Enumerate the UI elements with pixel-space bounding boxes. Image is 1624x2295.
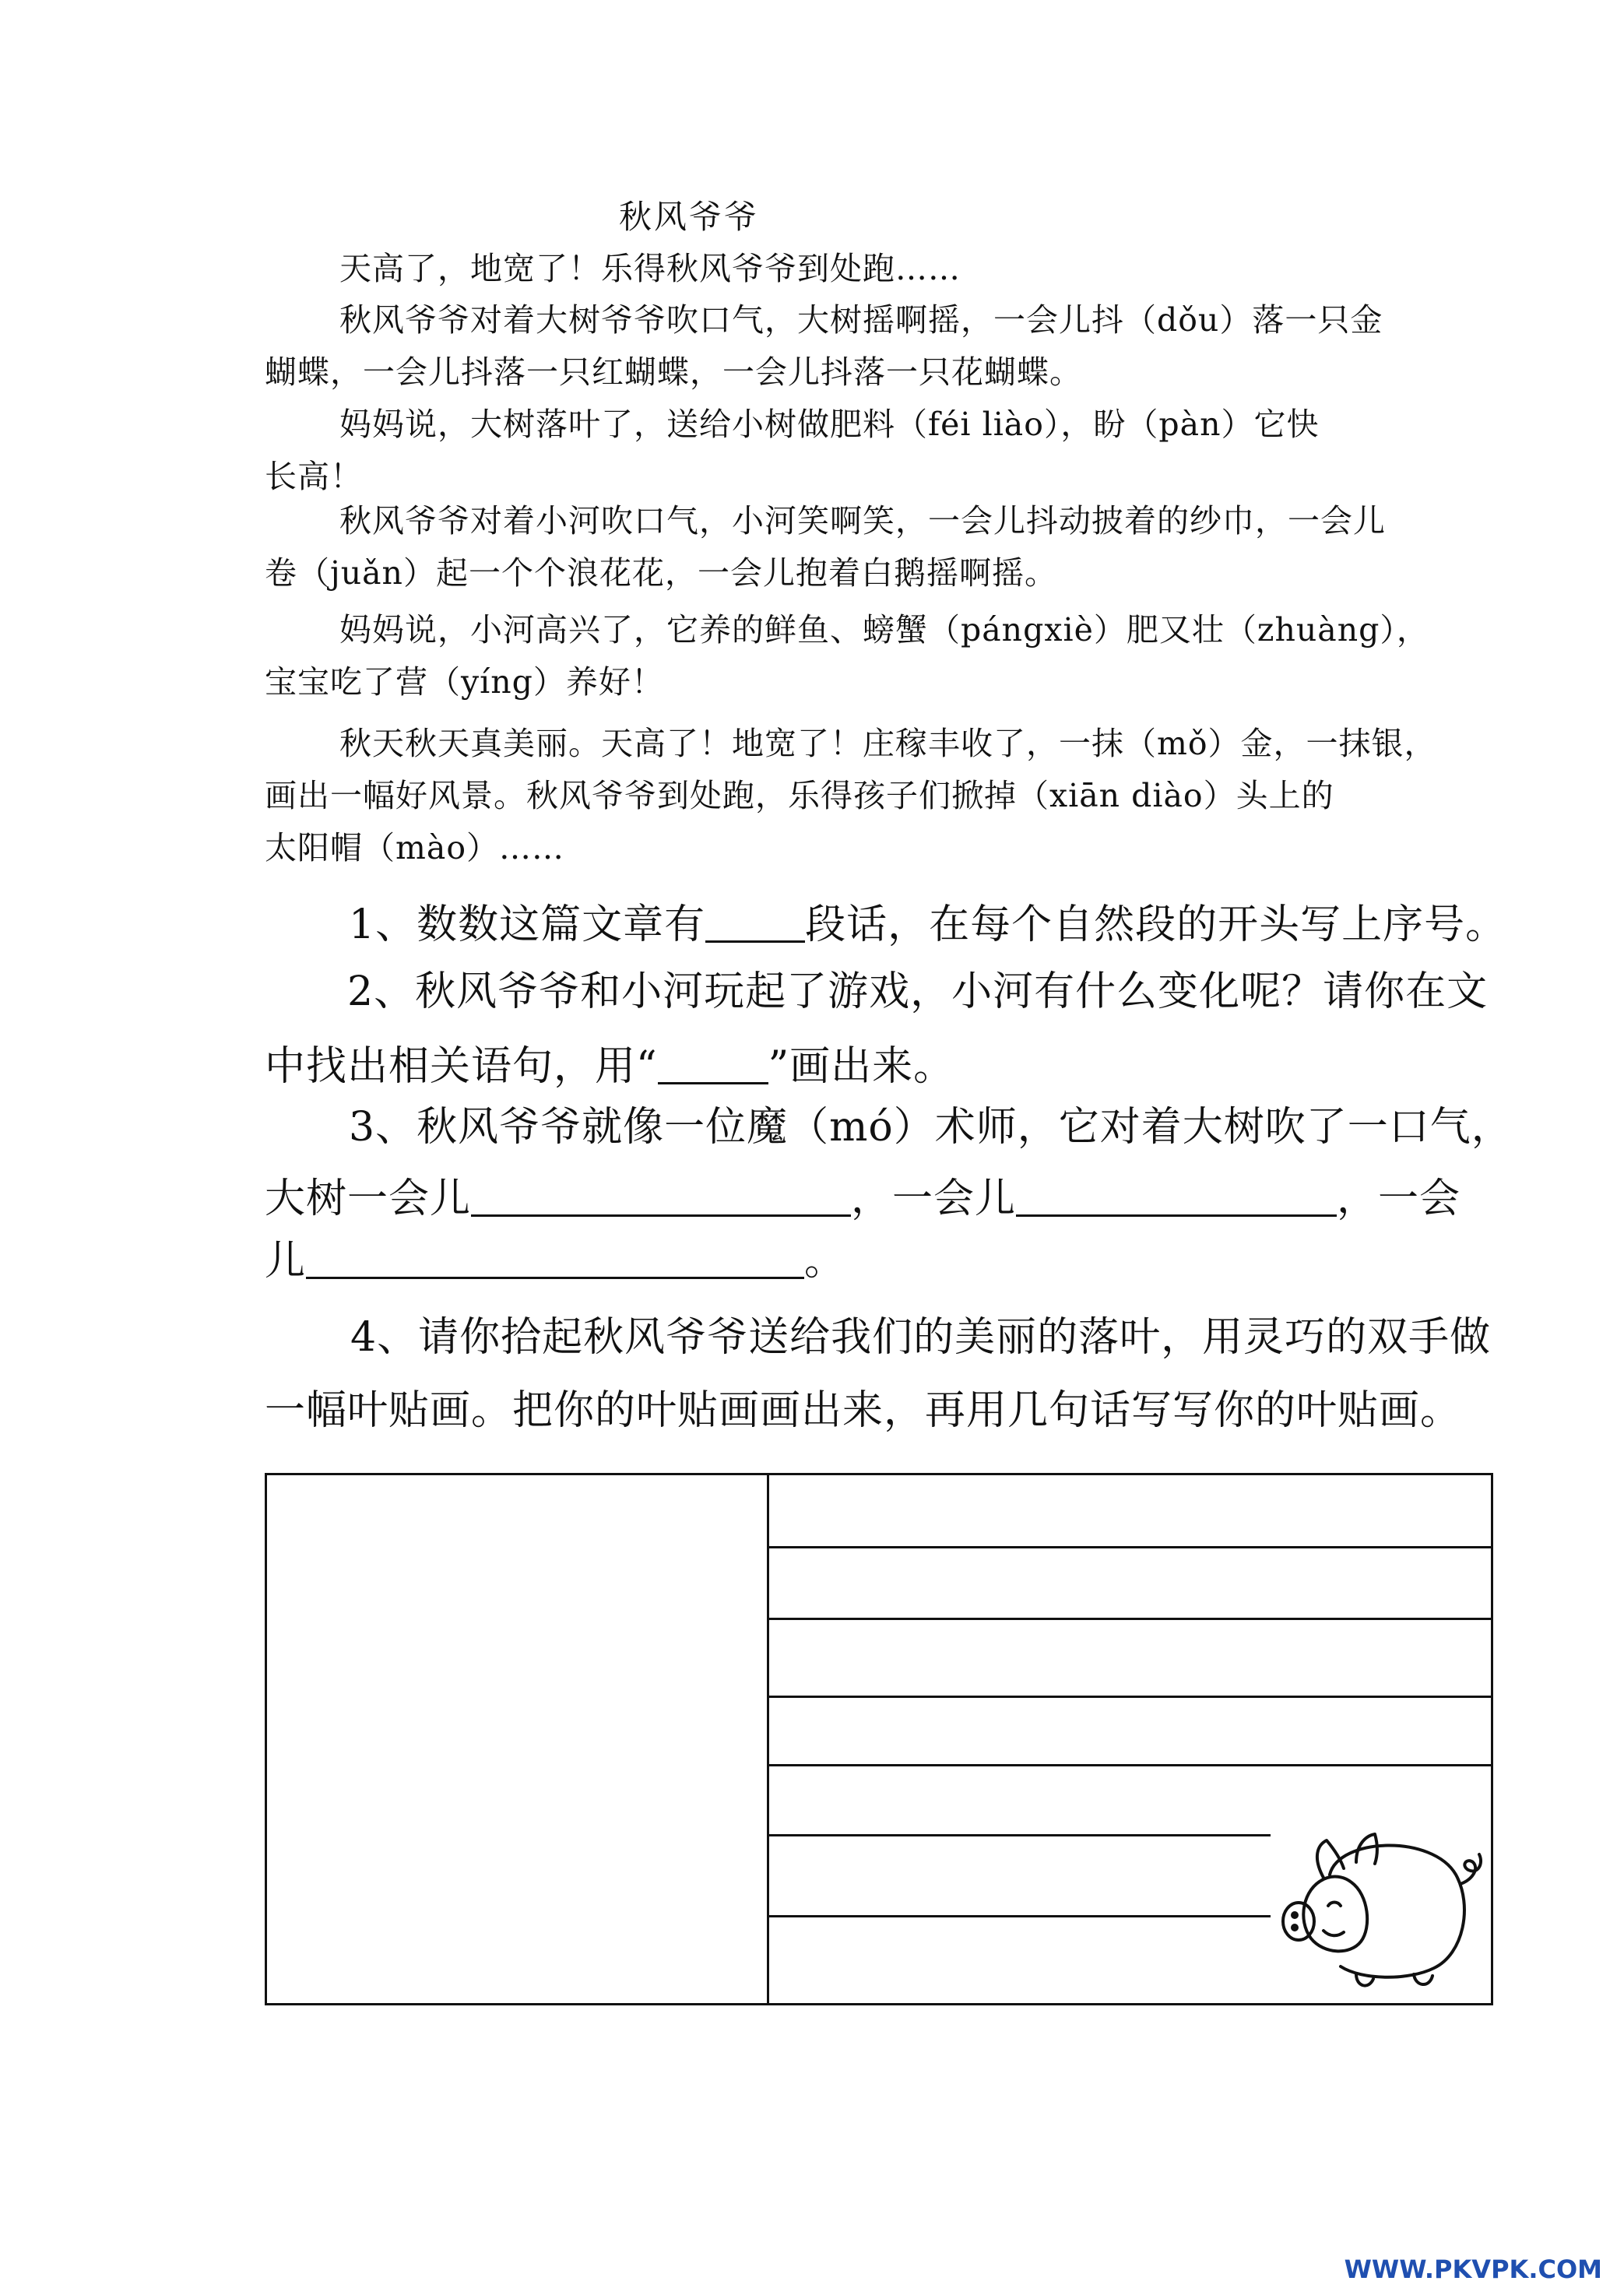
question-3-line-1: 3、秋风爷爷就像一位魔（mó）术师，它对着大树吹了一口气， (349, 1104, 1513, 1151)
passage-line: 画出一幅好风景。秋风爷爷到处跑，乐得孩子们掀掉（xiān diào）头上的 (265, 777, 1334, 814)
passage-line: 蝴蝶，一会儿抖落一只红蝴蝶，一会儿抖落一只花蝴蝶。 (265, 353, 1082, 391)
page-title: 秋风爷爷 (619, 198, 760, 236)
passage-paragraph-6 (265, 718, 1526, 874)
leaf-drawing-box[interactable] (265, 1473, 769, 2005)
question-2-text-a: 中找出相关语句，用“ (265, 1043, 658, 1090)
passage-line: 秋风爷爷对着小河吹口气，小河笑啊笑，一会儿抖动披着的纱巾，一会儿 (339, 502, 1386, 539)
question-3-answer-blank-3[interactable] (306, 1236, 804, 1279)
question-4-line-1: 4、请你拾起秋风爷爷送给我们的美丽的落叶，用灵巧的双手做 (350, 1314, 1492, 1361)
question-2-line-sample (658, 1042, 768, 1084)
writing-line[interactable] (768, 1764, 1492, 1766)
question-4 (265, 1300, 1541, 1448)
footer-watermark: WWW.PKVPK.COM (1344, 2255, 1602, 2284)
question-3 (265, 1090, 1541, 1299)
writing-line[interactable] (768, 1618, 1492, 1620)
question-1 (265, 887, 1541, 962)
passage-paragraph-1 (265, 243, 1526, 295)
question-3-text-c: ，一会 (1337, 1176, 1461, 1222)
question-3-answer-blank-2[interactable] (1016, 1174, 1337, 1217)
question-3-text-a: 大树一会儿 (265, 1176, 472, 1222)
passage-line: 天高了，地宽了！乐得秋风爷爷到处跑…… (339, 250, 961, 287)
question-2-line-1: 2、秋风爷爷和小河玩起了游戏，小河有什么变化呢？请你在文 (347, 968, 1489, 1015)
question-3-text-e: 。 (804, 1238, 846, 1285)
passage-line: 秋天秋天真美丽。天高了！地宽了！庄稼丰收了，一抹（mǒ）金，一抹银， (339, 725, 1437, 762)
passage-line: 长高！ (265, 458, 363, 495)
question-1-answer-blank[interactable] (705, 900, 805, 943)
passage-line: 妈妈说，小河高兴了，它养的鲜鱼、螃蟹（pángxiè）肥又壮（zhuàng）， (339, 611, 1429, 648)
question-3-text-b: ，一会儿 (851, 1176, 1017, 1222)
passage-line: 卷（juǎn）起一个个浪花花，一会儿抱着白鹅摇啊摇。 (265, 554, 1057, 592)
question-3-answer-blank-1[interactable] (471, 1174, 851, 1217)
passage-line: 太阳帽（mào）…… (265, 829, 565, 866)
writing-line[interactable] (768, 1834, 1271, 1836)
passage-line: 宝宝吃了营（yíng）养好！ (265, 663, 664, 701)
passage-paragraph-4 (265, 495, 1526, 599)
writing-line[interactable] (768, 1546, 1492, 1548)
pig-icon (1269, 1814, 1487, 2001)
question-3-text-d: 儿 (265, 1238, 307, 1285)
passage-line: 妈妈说，大树落叶了，送给小树做肥料（féi liào），盼（pàn）它快 (339, 406, 1320, 443)
writing-line[interactable] (768, 1696, 1492, 1698)
passage-line: 秋风爷爷对着大树爷爷吹口气，大树摇啊摇，一会儿抖（dǒu）落一只金 (339, 301, 1383, 339)
passage-paragraph-5 (265, 604, 1526, 708)
passage-paragraph-2 (265, 294, 1526, 399)
question-1-text-a: 1、数数这篇文章有 (349, 901, 706, 948)
question-2-text-b: ”画出来。 (768, 1043, 955, 1090)
question-4-line-2: 一幅叶贴画。把你的叶贴画画出来，再用几句话写写你的叶贴画。 (265, 1387, 1462, 1434)
passage-paragraph-3 (265, 399, 1526, 503)
question-2 (265, 954, 1541, 1104)
writing-line[interactable] (768, 1915, 1271, 1917)
question-1-text-b: 段话，在每个自然段的开头写上序号。 (805, 901, 1507, 948)
